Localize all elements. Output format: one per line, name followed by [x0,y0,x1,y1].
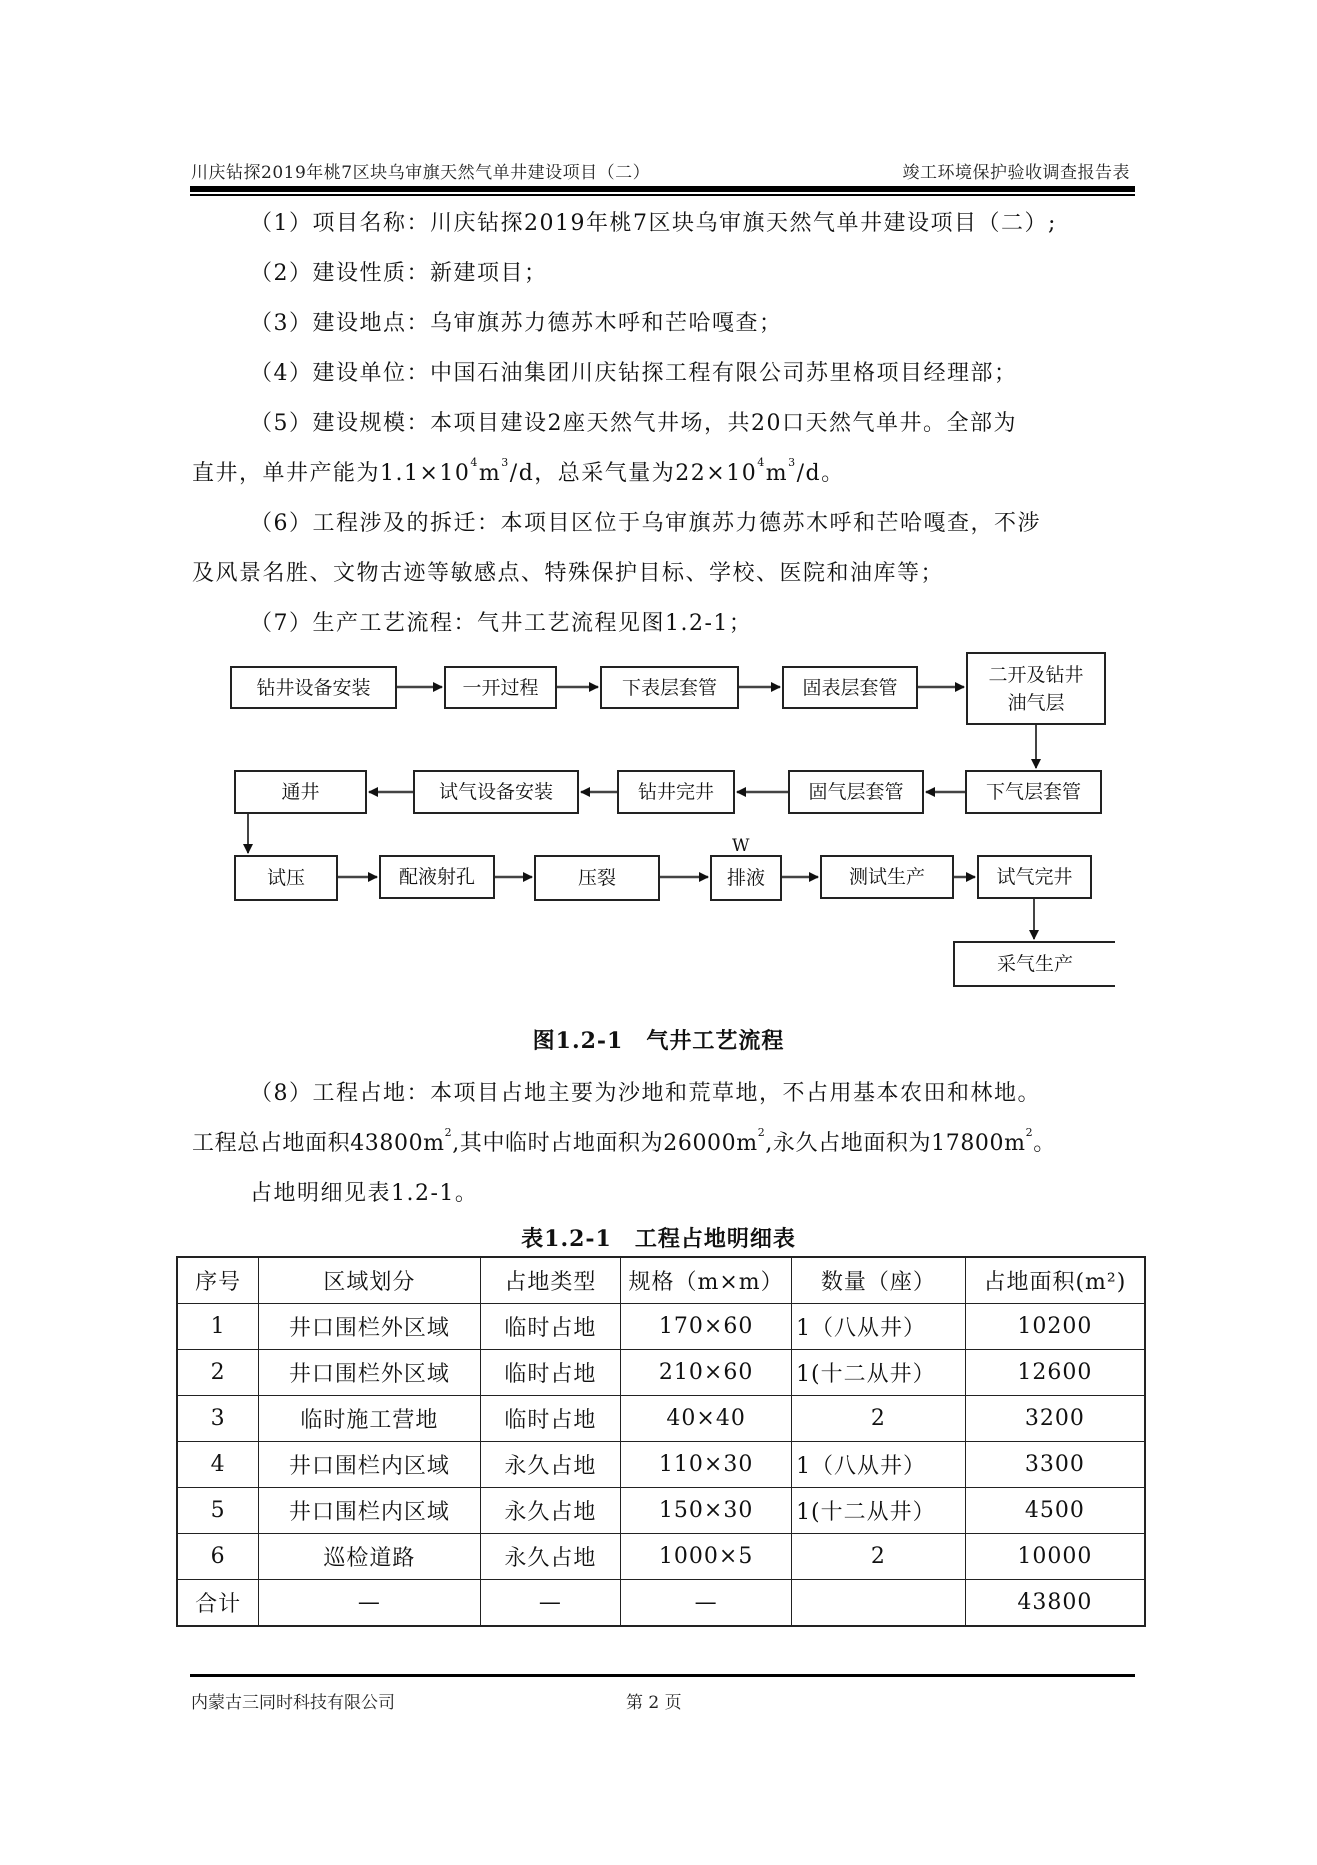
table-cell: 5 [177,1488,259,1534]
table-cell: 临时占地 [480,1304,621,1350]
item-relocation-line2: 及风景名胜、文物古迹等敏感点、特殊保护目标、学校、医院和油库等； [192,561,945,586]
table-cell: 永久占地 [480,1534,621,1580]
item-construction-unit: （4）建设单位：中国石油集团川庆钻探工程有限公司苏里格项目经理部； [250,361,1018,386]
flow-step-cement-surface-casing: 固表层套管 [782,666,918,709]
flow-step-cement-production-casing: 固气层套管 [788,770,924,814]
land-use-table [176,1256,1146,1627]
table-cell: 永久占地 [480,1488,621,1534]
table-cell: 2 [792,1396,966,1442]
table-row [177,1534,1145,1580]
item-relocation-line1: （6）工程涉及的拆迁：本项目区位于乌审旗苏力德苏木呼和芒哈嘎查，不涉 [250,511,1041,536]
table-cell: 1 [177,1304,259,1350]
table-cell: 40×40 [621,1396,792,1442]
col-header-quantity: 数量（座） [792,1257,966,1304]
table-row [177,1488,1145,1534]
item-construction-site: （3）建设地点：乌审旗苏力德苏木呼和芒哈嘎查； [250,311,783,336]
table-cell: 井口围栏内区域 [259,1488,480,1534]
table-cell: 10000 [965,1534,1145,1580]
table-cell: 永久占地 [480,1442,621,1488]
table-caption: 表1.2-1 工程占地明细表 [521,1226,796,1252]
flow-step-5-line1: 二开及钻井 [988,663,1084,686]
table-cell: 150×30 [621,1488,792,1534]
figure-caption: 图1.2-1 气井工艺流程 [532,1028,785,1054]
table-cell: 井口围栏外区域 [259,1304,480,1350]
flow-step-first-spud: 一开过程 [444,666,557,709]
flow-step-5-line2: 油气层 [1007,691,1065,714]
flow-step-drilling-completion: 钻井完井 [617,770,735,814]
flow-step-run-production-casing: 下气层套管 [965,770,1102,814]
footer-rule [190,1674,1135,1677]
flow-step-gas-test-completion: 试气完井 [977,855,1092,899]
item-land-use-line1: （8）工程占地：本项目占地主要为沙地和荒草地，不占用基本农田和林地。 [250,1081,1041,1106]
item-scale-line1: （5）建设规模：本项目建设2座天然气井场，共20口天然气单井。全部为 [250,411,1017,436]
waste-label: W [732,836,750,856]
table-cell: — [259,1580,480,1627]
col-header-no: 序号 [177,1257,259,1304]
table-cell: 临时占地 [480,1350,621,1396]
item-process-flow: （7）生产工艺流程：气井工艺流程见图1.2-1； [250,611,753,636]
table-cell: 210×60 [621,1350,792,1396]
table-cell: 10200 [965,1304,1145,1350]
footer-company: 内蒙古三同时科技有限公司 [191,1693,395,1713]
flow-step-well-drift: 通井 [234,770,367,814]
flow-step-run-surface-casing: 下表层套管 [600,666,739,709]
item-scale-line2: 直井，单井产能为$1.1\times 10^4m^3/d$，总采气量为$22\times 10^4m^3/d$。 [192,456,845,486]
flow-step-fracturing: 压裂 [534,855,660,901]
flow-step-drilling-equipment-install: 钻井设备安装 [230,666,397,709]
item-construction-nature: （2）建设性质：新建项目； [250,261,548,286]
table-cell: — [480,1580,621,1627]
table-cell: 巡检道路 [259,1534,480,1580]
table-cell: 12600 [965,1350,1145,1396]
running-header-report-type: 竣工环境保护验收调查报告表 [902,163,1130,183]
table-cell: 合计 [177,1580,259,1627]
table-cell: — [621,1580,792,1627]
table-cell: 井口围栏外区域 [259,1350,480,1396]
table-cell [792,1580,966,1627]
table-row [177,1442,1145,1488]
flow-step-gas-test-equipment-install: 试气设备安装 [413,770,579,814]
table-cell: 2 [792,1534,966,1580]
table-cell: 2 [177,1350,259,1396]
table-cell: 1（八从井） [792,1304,966,1350]
item-land-use-line2: 工程总占地面积$43800m^2$,其中临时占地面积为$26000m^2$,永久占地面积为$17800m^2$。 [192,1126,1056,1156]
table-cell: 1(十二从井） [792,1350,966,1396]
table-total-row [177,1580,1145,1627]
table-cell: 3200 [965,1396,1145,1442]
table-cell: 4 [177,1442,259,1488]
table-cell: 1(十二从井） [792,1488,966,1534]
col-header-dimensions: 规格（m×m） [621,1257,792,1304]
table-cell: 110×30 [621,1442,792,1488]
flow-step-flowback: 排液 [710,855,782,901]
table-cell: 3 [177,1396,259,1442]
item-project-name: （1）项目名称：川庆钻探2019年桃7区块乌审旗天然气单井建设项目（二）; [250,211,1057,236]
table-row [177,1350,1145,1396]
item-land-use-ref: 占地明细见表1.2-1。 [250,1181,479,1206]
table-cell: 170×60 [621,1304,792,1350]
running-header-title: 川庆钻探2019年桃7区块乌审旗天然气单井建设项目（二） [191,163,651,183]
table-cell: 临时施工营地 [259,1396,480,1442]
flow-step-gas-production: 采气生产 [953,941,1115,987]
footer-page-number: 第 2 页 [626,1693,682,1713]
flow-step-test-production: 测试生产 [820,855,954,899]
table-cell: 4500 [965,1488,1145,1534]
table-header-row [177,1257,1145,1304]
table-row [177,1396,1145,1442]
table-cell: 1（八从井） [792,1442,966,1488]
col-header-land-type: 占地类型 [480,1257,621,1304]
flow-step-fluid-prep-perforation: 配液射孔 [379,855,495,899]
col-header-zone: 区域划分 [259,1257,480,1304]
flow-step-pressure-test: 试压 [234,855,338,901]
table-cell: 井口围栏内区域 [259,1442,480,1488]
table-cell: 3300 [965,1442,1145,1488]
table-row [177,1304,1145,1350]
table-cell: 临时占地 [480,1396,621,1442]
table-cell: 6 [177,1534,259,1580]
table-cell: 43800 [965,1580,1145,1627]
table-cell: 1000×5 [621,1534,792,1580]
col-header-area: 占地面积(m²) [965,1257,1145,1304]
